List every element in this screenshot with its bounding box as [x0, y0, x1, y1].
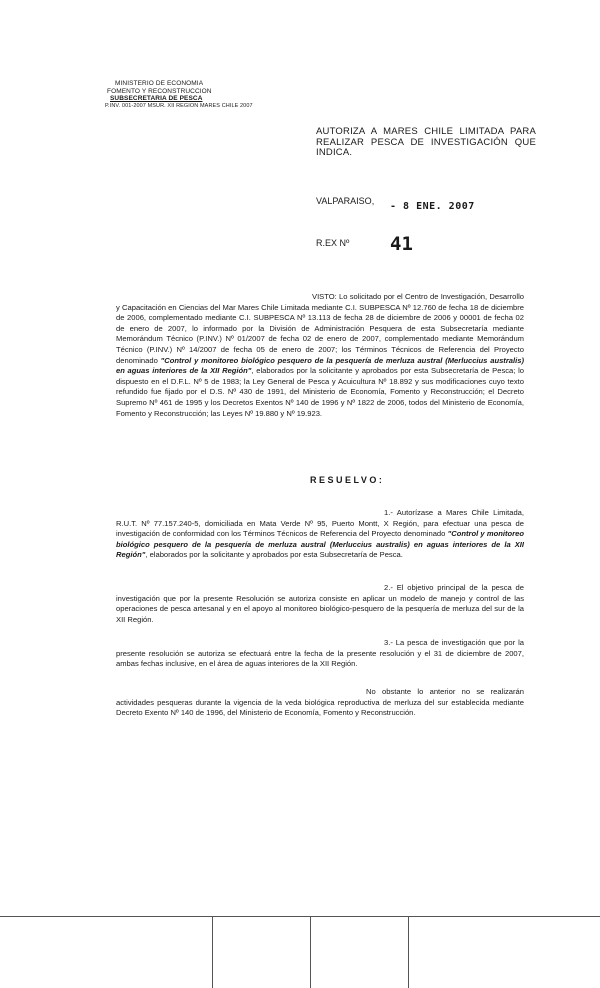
visto-text-2: , elaborados por la solicitante y aprobados por esta Subsecretaría de Pesca; lo dispuesto en el D.F.L. Nº 5 de 1983; la Ley General de Pesca y Acuicultura Nº 18.892 y sus modificaciones cuyo texto refundido fue fijado por el D.S. Nº 430 de 1991, del Ministerio de Economía, Fomento y Reconstrucción; el Decreto Supremo Nº 461 de 1995 y los Decretos Exentos Nº 140 de 1996 y Nº 1822 de 2006, todos del Ministerio de Economía, Fomento y Reconstrucción; las Leyes Nº 19.880 y Nº 19.923. [116, 366, 524, 418]
item-3-text: 3.- La pesca de investigación que por la presente resolución se autoriza se efectuará entre la fecha de la presente resolución y el 31 de diciembre de 2007, ambas fechas inclusive, en el área de aguas interiores de la XII Región. [116, 638, 524, 669]
item-3 [116, 638, 524, 670]
visto-project-title: "Control y monitoreo biológico pesquero de la pesquería de merluza austral (Merluccius australis) en aguas interiores de la XII Región" [116, 355, 524, 376]
item-4-text: No obstante lo anterior no se realizarán actividades pesqueras durante la vigencia de la veda biológica reproductiva de merluza del sur establecida mediante Decreto Exento Nº 140 de 1996, del Ministerio de Economía, Fomento y Reconstrucción. [116, 687, 524, 718]
visto-paragraph [116, 292, 524, 419]
scan-border-line [0, 916, 600, 917]
rex-number: 41 [390, 233, 413, 255]
place: VALPARAISO, [316, 196, 375, 206]
item-1 [116, 508, 524, 561]
visto-label: VISTO: [312, 292, 337, 301]
subsecretaria-name: SUBSECRETARIA DE PESCA [110, 95, 203, 102]
item-1-text-1: 1.- Autorízase a Mares Chile Limitada, R.U.T. Nº 77.157.240-5, domiciliada en Mata Verde Nº 95, Puerto Montt, X Región, para efectuar una pesca de investigación de conformidad con los Términos Técnicos de Referencia del Proyecto denominado [116, 508, 524, 539]
scan-border-line [310, 916, 311, 988]
resuelvo-heading: RESUELVO: [310, 475, 385, 485]
date-stamp: - 8 ENE. 2007 [390, 201, 475, 212]
item-2-text: 2.- El objetivo principal de la pesca de investigación que por la presente Resolución se autoriza consiste en aplicar un modelo de manejo y control de las operaciones de pesca artesanal y en el apoyo al monitoreo biológico-pesquero de la pesquería de merluza del sur de la XII Región. [116, 583, 524, 624]
reference-code: P.INV. 001-2007 MSUR. XII REGION MARES CHILE 2007 [105, 102, 253, 109]
item-4 [116, 687, 524, 719]
rex-label: R.EX Nº [316, 238, 350, 248]
subject: AUTORIZA A MARES CHILE LIMITADA PARA REALIZAR PESCA DE INVESTIGACIÓN QUE INDICA. [316, 126, 536, 158]
ministry-subtitle: FOMENTO Y RECONSTRUCCION [107, 87, 212, 95]
letterhead [105, 80, 253, 110]
visto-text-1: Lo solicitado por el Centro de Investigación, Desarrollo y Capacitación en Ciencias del Mar Mares Chile Limitada mediante C.I. SUBPESCA Nº 12.760 de fecha 18 de diciembre de 2006, complementado mediante C.I. SUBPESCA Nº 13.113 de fecha 28 de diciembre de 2006 y 00001 de fecha 02 de enero de 2007, lo informado por la División de Administración Pesquera de esta Subsecretaría mediante Memorándum Técnico (P.INV.) Nº 01/2007 de fecha 02 de enero de 2007, complementado mediante Memorándum Técnico (P.INV.) Nº 14/2007 de fecha 05 de enero de 2007; los Términos Técnicos de Referencia del Proyecto denominado [116, 292, 524, 365]
item-1-text-2: , elaborados por la solicitante y aprobados por esta Subsecretaría de Pesca. [145, 550, 403, 560]
scan-border-line [408, 916, 409, 988]
item-2 [116, 583, 524, 625]
item-1-project-title: "Control y monitoreo biológico pesquero de la pesquería de merluza austral (Merluccius australis) en aguas interiores de la XII Región" [116, 529, 524, 560]
scan-border-line [212, 916, 213, 988]
ministry-name: MINISTERIO DE ECONOMIA [115, 80, 204, 87]
